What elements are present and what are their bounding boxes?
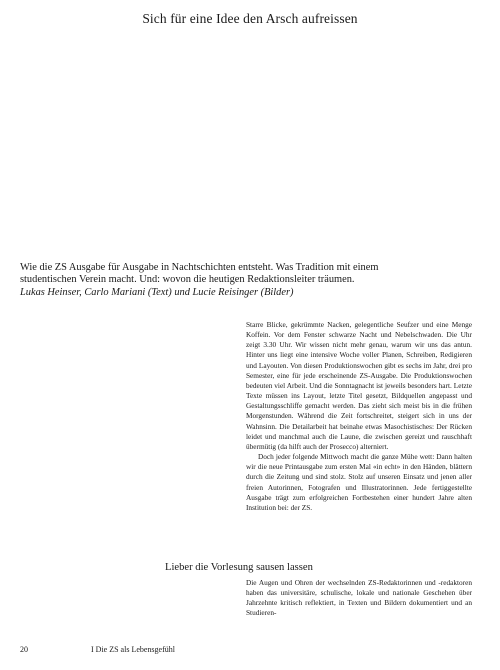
- body-paragraph: Die Augen und Ohren der wechselnden ZS-Redaktorinnen und -redaktoren haben das universitäre, schulische, lokale und nationale Geschehen über Jahrzehnte kritisch reflektiert, in Texten und Bildern dokumentiert und an Studieren-: [246, 578, 472, 618]
- body-column: [246, 320, 472, 513]
- article-title: Sich für eine Idee den Arsch aufreissen: [142, 11, 358, 26]
- byline-credits: Lukas Heinser, Carlo Mariani (Text) und Lucie Reisinger (Bilder): [20, 286, 294, 298]
- article-lead: [20, 262, 420, 299]
- page-number: 20: [20, 645, 28, 654]
- body-paragraph: Doch jeder folgende Mittwoch macht die ganze Mühe wett: Dann halten wir die neue Printausgabe zum ersten Mal «in echt» in den Händen, blättern durch die Zeitung und sind stolz. Stolz auf unseren Einsatz und jenen aller freien Autorinnen, Fotografen und Illustratorinnen. Jede fertiggestellte Ausgabe trägt zum erfolgreichen Fortbestehen einer hundert Jahre alten Institution bei: der ZS.: [246, 452, 472, 512]
- running-title: I Die ZS als Lebensgefühl: [91, 645, 175, 654]
- subheading: Lieber die Vorlesung sausen lassen: [165, 562, 313, 573]
- body-paragraph: Starre Blicke, gekrümmte Nacken, gelegentliche Seufzer und eine Menge Koffein. Vor dem Fenster schwarze Nacht und Nebelschwaden. Die Uhr zeigt 3.30 Uhr. Wir wissen nicht mehr genau, warum wir uns das antun. Hinter uns liegt eine intensive Woche voller Planen, Schreiben, Redigieren und Layouten. Von diesen Produktionswochen gibt es sechs im Jahr, drei pro Semester, eine für jede erscheinende ZS-Ausgabe. Die Produktionswochen bedeuten viel Arbeit. Und die Sonntagnacht ist jeweils besonders hart. Letzte Texte müssen ins Layout, letzte Titel gesetzt, Bildquellen angepasst und Gestaltungsschliffe gemacht werden. Das zieht sich meist bis in die frühen Morgenstunden. Während die Zeit fortschreitet, steigert sich in uns der Wahnsinn. Die Detailarbeit hat beinahe etwas Masochistisches: Der Rücken leidet und manchmal auch die Laune, die zwischen gereizt und rauschhaft übermütig (da hilft auch der Prosecco) alterniert.: [246, 320, 472, 451]
- body-column-continued: [246, 578, 472, 619]
- lead-text: Wie die ZS Ausgabe für Ausgabe in Nachtschichten entsteht. Was Tradition mit einem studentischen Verein macht. Und: wovon die heutigen Redaktionsleiter träumen.: [20, 262, 379, 286]
